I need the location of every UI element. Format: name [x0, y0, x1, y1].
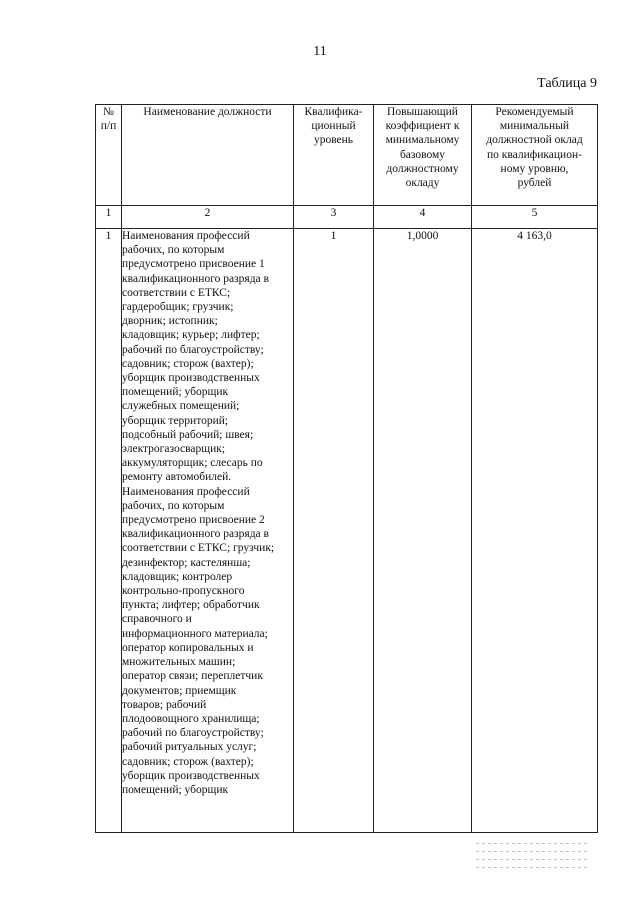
- position-name-line: помещений; уборщик: [122, 386, 229, 399]
- position-name-line: рабочий ритуальных услуг;: [122, 741, 257, 754]
- position-name-line: рабочих, по которым: [122, 244, 225, 257]
- position-name-line: оператор копировальных и: [122, 641, 254, 654]
- position-name-line: соответствии с ЕТКС; грузчик;: [122, 542, 275, 555]
- position-name-line: Наименования профессий: [122, 230, 250, 242]
- table-row: [96, 229, 598, 833]
- header-salary: Рекомендуемый минимальный должностной оклад по квалификацион- ному уровню, рублей: [472, 105, 598, 206]
- position-name-line: электрогазосварщик;: [122, 443, 226, 456]
- column-number: 1: [96, 206, 122, 229]
- position-name-line: гардеробщик; грузчик;: [122, 301, 234, 314]
- header-position-name: Наименование должности: [122, 105, 294, 206]
- position-name-line: аккумуляторщик; слесарь по: [122, 457, 263, 470]
- position-name-line: кладовщик; курьер; лифтер;: [122, 329, 260, 342]
- position-name-line: помещений; уборщик: [122, 783, 229, 796]
- position-name-list: [122, 229, 294, 833]
- faint-stamp-mark: [476, 843, 590, 883]
- column-number-row: [96, 206, 598, 229]
- header-row: [96, 105, 598, 206]
- position-name-line: предусмотрено присвоение 2: [122, 514, 265, 527]
- position-name-line: подсобный рабочий; швея;: [122, 428, 254, 441]
- header-qualification-level: Квалифика- ционный уровень: [294, 105, 374, 206]
- coefficient-value: 1,0000: [374, 229, 472, 833]
- position-name-line: садовник; сторож (вахтер);: [122, 755, 254, 768]
- position-name-line: дворник; истопник;: [122, 315, 218, 328]
- salary-value: 4 163,0: [472, 229, 598, 833]
- position-name-line: кладовщик; контролер: [122, 570, 233, 583]
- position-name-line: соответствии с ЕТКС;: [122, 286, 231, 299]
- table-caption: Таблица 9: [537, 76, 597, 91]
- position-name-line: справочного и: [122, 613, 192, 626]
- position-name-line: рабочий по благоустройству;: [122, 727, 264, 740]
- position-name-line: товаров; рабочий: [122, 698, 207, 711]
- position-name-line: садовник; сторож (вахтер);: [122, 357, 254, 370]
- column-number: 2: [122, 206, 294, 229]
- position-name-line: квалификационного разряда в: [122, 528, 269, 541]
- column-number: 4: [374, 206, 472, 229]
- position-name-line: рабочих, по которым: [122, 499, 225, 512]
- column-number: 5: [472, 206, 598, 229]
- position-name-line: Наименования профессий: [122, 485, 250, 498]
- position-name-line: множительных машин;: [122, 656, 236, 669]
- position-name-line: уборщик производственных: [122, 769, 260, 782]
- row-number: 1: [96, 229, 122, 833]
- page-number: 11: [313, 44, 327, 59]
- position-name-line: дезинфектор; кастелянша;: [122, 556, 251, 569]
- position-name-line: документов; приемщик: [122, 684, 237, 697]
- position-name-line: информационного материала;: [122, 627, 268, 640]
- position-name-line: пункта; лифтер; обработчик: [122, 599, 260, 612]
- header-number: № п/п: [96, 105, 122, 206]
- position-name-line: рабочий по благоустройству;: [122, 343, 264, 356]
- position-name-line: служебных помещений;: [122, 400, 240, 413]
- position-name-line: контрольно-пропускного: [122, 585, 245, 598]
- qualification-level: 1: [294, 229, 374, 833]
- position-name-line: предусмотрено присвоение 1: [122, 258, 265, 271]
- position-name-line: плодоовощного хранилища;: [122, 712, 260, 725]
- position-name-line: уборщик территорий;: [122, 414, 229, 427]
- column-number: 3: [294, 206, 374, 229]
- position-name-line: оператор связи; переплетчик: [122, 670, 263, 683]
- position-name-line: ремонту автомобилей.: [122, 471, 232, 484]
- position-name-line: квалификационного разряда в: [122, 272, 269, 285]
- positions-table: [95, 104, 598, 833]
- position-name-line: уборщик производственных: [122, 372, 260, 385]
- header-coefficient: Повышающий коэффициент к минимальному базовому должностному окладу: [374, 105, 472, 206]
